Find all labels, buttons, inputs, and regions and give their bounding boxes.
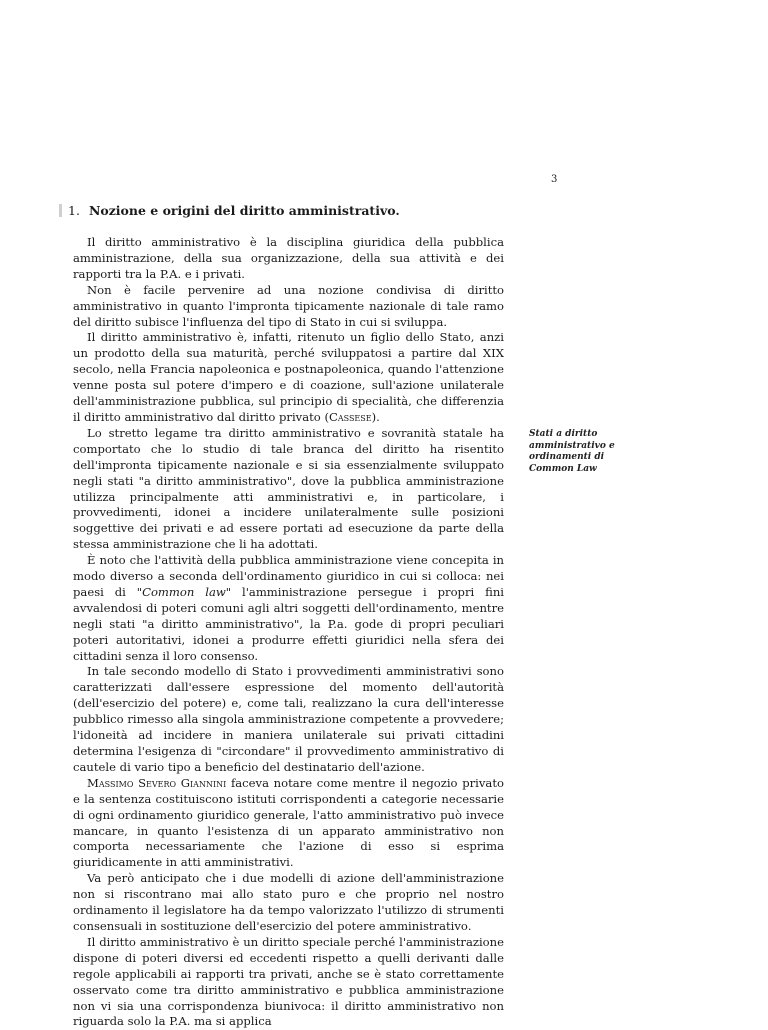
paragraph: Il diritto amministrativo è la disciplina giuridica della pubblica amministrazione, della sua organizzazione, della sua attività e dei rapporti tra la P.A. e i privati.: [73, 235, 504, 281]
section-marker: [59, 204, 62, 217]
text-run: Il diritto amministrativo è, infatti, ritenuto un figlio dello Stato, anzi un prodotto della sua maturità, perché sviluppatosi a partire dal XIX secolo, nella Francia napoleonica e postnapoleonica, quando l'attenzione venne posta sul potere d'impero e di coazione, sull'azione unilaterale dell'amministrazione pubblica, sul principio di specialità, che differenzia il diritto amministrativo dal diritto privato (: [73, 330, 504, 424]
paragraph: [73, 776, 504, 871]
section-number: 1.: [68, 203, 80, 218]
author-name: Massimo Severo Giannini: [87, 775, 227, 790]
text-run: faceva notare come mentre il negozio privato e la sentenza costituiscono istituti corrispondenti a categorie necessarie di ogni ordinamento giuridico generale, l'atto amministrativo può invece mancare, in quanto l'esistenza di un apparato amministrativo non comporta necessariamente che l'azione di esso si esprima giuridicamente in atti amministrativi.: [73, 775, 504, 870]
paragraph: Lo stretto legame tra diritto amministrativo e sovranità statale ha comportato che lo studio di tale branca del diritto ha risentito dell'impronta tipicamente nazionale e si sia essenzialmente sviluppato negli stati "a diritto amministrativo", dove la pubblica amministrazione utilizza principalmente atti amministrativi e, in particolare, i provvedimenti, idonei a incidere unilateralmente sulle posizioni soggettive dei privati e ad essere portati ad esecuzione da parte della stessa amministrazione che li ha adottati.: [73, 425, 504, 552]
section-title: Nozione e origini del diritto amministrativo.: [88, 203, 400, 218]
italic-term: Common law: [142, 584, 226, 599]
paragraph: [73, 330, 504, 425]
margin-note-line: amministrativo e: [529, 440, 615, 451]
paragraph: Va però anticipato che i due modelli di azione dell'amministrazione non si riscontrano mai allo stato puro e che proprio nel nostro ordinamento il legislatore ha da tempo valorizzato l'utilizzo di strumenti consensuali in sostituzione dell'esercizio del potere amministrativo.: [73, 871, 504, 933]
text-run: " l'amministrazione persegue i propri fini avvalendosi di poteri comuni agli altri soggetti dell'ordinamento, mentre negli stati "a diritto amministrativo", la P.a. gode di propri peculiari poteri autoritativi, idonei a produrre effetti giuridici nella sfera dei cittadini senza il loro consenso.: [73, 584, 505, 663]
section-heading: [59, 203, 519, 218]
margin-note: [529, 429, 619, 475]
paragraph: Il diritto amministrativo è un diritto speciale perché l'amministrazione dispone di poteri diversi ed eccedenti rispetto a quelli derivanti dalle regole applicabili ai rapporti tra privati, anche se è stato correttamente osservato come tra diritto amministrativo e pubblica amministrazione non vi sia una corrispondenza biunivoca: il diritto amministrativo non riguarda solo la P.A. ma si applica: [73, 934, 504, 1029]
paragraph: In tale secondo modello di Stato i provvedimenti amministrativi sono caratterizzati dall'essere espressione del momento dell'autorità (dell'esercizio del potere) e, come tali, realizzano la cura dell'interesse pubblico rimesso alla singola amministrazione competente a provvedere; l'idoneità ad incidere in maniera unilaterale sui privati cittadini determina l'esigenza di "circondare" il provvedimento amministrativo di cautele di vario tipo a beneficio del destinatario dell'azione.: [73, 664, 504, 774]
author-name: Cassese: [328, 409, 372, 424]
margin-note-line: ordinamenti di: [529, 452, 605, 462]
body-text: [73, 235, 504, 1030]
paragraph: [73, 553, 504, 664]
margin-note-line: Common Law: [529, 463, 597, 474]
text-run: È noto che l'attività della pubblica amministrazione viene concepita in modo diverso a seconda dell'ordinamento giuridico in cui si colloca: nei paesi di ": [73, 553, 504, 599]
page-number: 3: [551, 174, 558, 185]
paragraph: Non è facile pervenire ad una nozione condivisa di diritto amministrativo in quanto l'impronta tipicamente nazionale di tale ramo del diritto subisce l'influenza del tipo di Stato in cui si sviluppa.: [73, 282, 504, 329]
text-run: ).: [371, 409, 380, 424]
margin-note-line: Stati a diritto: [529, 429, 598, 439]
